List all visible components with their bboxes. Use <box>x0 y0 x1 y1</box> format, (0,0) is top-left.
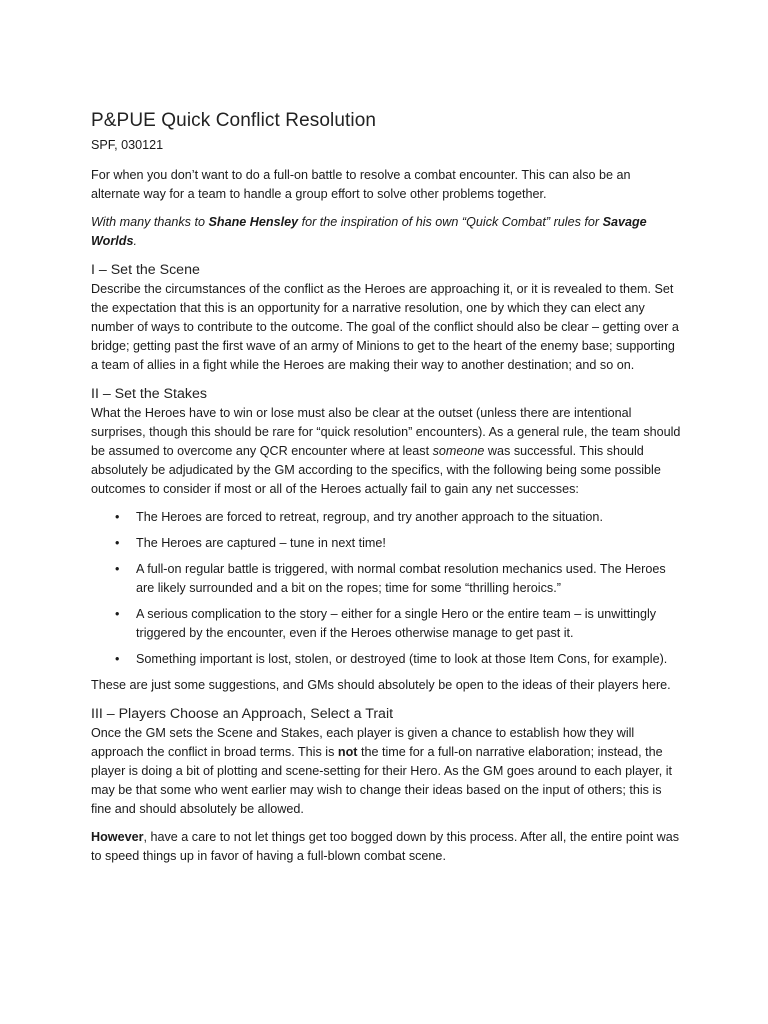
however-text: , have a care to not let things get too bogged down by this process. After all, the entire point was to speed things up in favor of having a full-blown combat scene. <box>91 830 680 863</box>
list-item <box>91 508 683 527</box>
section-heading-choose-approach: III – Players Choose an Approach, Select a Trait <box>91 706 394 722</box>
approach-text-2: the time for a full-on narrative elaboration; instead, the player is doing a bit of plotting and scene-setting for their Hero. As the GM goes around to each player, it may be that some who went earlier may wish to change their ideas based on the input of others; this is fine and should absolutely be allowed. <box>91 745 673 816</box>
section-body-choose-approach <box>91 724 683 819</box>
approach-text-1: Once the GM sets the Scene and Stakes, each player is given a chance to establish how they will approach the conflict in broad terms. This is <box>91 726 635 759</box>
list-item-text: A serious complication to the story – either for a single Hero or the entire team – is unwittingly triggered by the encounter, even if the Heroes otherwise manage to get past it. <box>136 607 657 640</box>
bullet-icon: • <box>115 562 120 576</box>
approach-emphasis: not <box>337 745 358 759</box>
however-paragraph <box>91 828 683 866</box>
thanks-game-name: Savage Worlds <box>91 215 647 248</box>
list-item <box>91 650 683 669</box>
stakes-emphasis: someone <box>432 444 485 458</box>
list-item <box>91 560 683 598</box>
bullet-icon: • <box>115 536 120 550</box>
intro-paragraph: For when you don’t want to do a full-on battle to resolve a combat encounter. This can also be an alternate way for a team to handle a group effort to solve other problems together. <box>91 168 631 201</box>
thanks-text-2: for the inspiration of his own “Quick Combat” rules for <box>298 215 603 229</box>
list-item-text: A full-on regular battle is triggered, with normal combat resolution mechanics used. The Heroes are likely surrounded and a bit on the ropes; time for some “thrilling heroics.” <box>136 562 666 595</box>
however-emphasis: However <box>91 830 144 844</box>
list-item-text: The Heroes are captured – tune in next time! <box>136 536 386 550</box>
acknowledgement-paragraph <box>91 213 683 251</box>
list-item <box>91 605 683 643</box>
list-item-text: The Heroes are forced to retreat, regroup, and try another approach to the situation. <box>136 510 603 524</box>
section-body-set-stakes <box>91 404 683 499</box>
section-body-set-scene: Describe the circumstances of the conflict as the Heroes are approaching it, or it is revealed to them. Set the expectation that this is an opportunity for a narrative resolution, one by which they can elect any number of ways to contribute to the outcome. The goal of the conflict should also be clear – getting over a bridge; getting past the first wave of an army of Minions to get to the heart of the enemy base; supporting a team of allies in a fight while the Heroes are making their way to another destination; and so on. <box>91 282 679 372</box>
stakes-closing-paragraph: These are just some suggestions, and GMs should absolutely be open to the ideas of their players here. <box>91 678 671 692</box>
stakes-text-2: was successful. This should absolutely be adjudicated by the GM according to the specifics, with the following being some possible outcomes to consider if most or all of the Heroes actually fail to gain any net successes: <box>91 444 661 496</box>
page-title: P&PUE Quick Conflict Resolution <box>91 110 377 131</box>
bullet-icon: • <box>115 652 120 666</box>
stakes-text-1: What the Heroes have to win or lose must also be clear at the outset (unless there are intentional surprises, though this should be rare for “quick resolution” encounters). As a general rule, the team should be assumed to overcome any QCR encounter where at least <box>91 406 681 458</box>
thanks-text-3: . <box>133 234 137 248</box>
document-meta: SPF, 030121 <box>91 138 164 152</box>
section-heading-set-stakes: II – Set the Stakes <box>91 386 207 402</box>
section-heading-set-scene: I – Set the Scene <box>91 262 200 278</box>
bullet-icon: • <box>115 510 120 524</box>
list-item-text: Something important is lost, stolen, or destroyed (time to look at those Item Cons, for example). <box>136 652 668 666</box>
thanks-text-1: With many thanks to <box>91 215 209 229</box>
list-item <box>91 534 683 553</box>
document-page <box>91 108 683 875</box>
outcomes-list <box>91 508 683 669</box>
thanks-author-name: Shane Hensley <box>208 215 299 229</box>
bullet-icon: • <box>115 607 120 621</box>
